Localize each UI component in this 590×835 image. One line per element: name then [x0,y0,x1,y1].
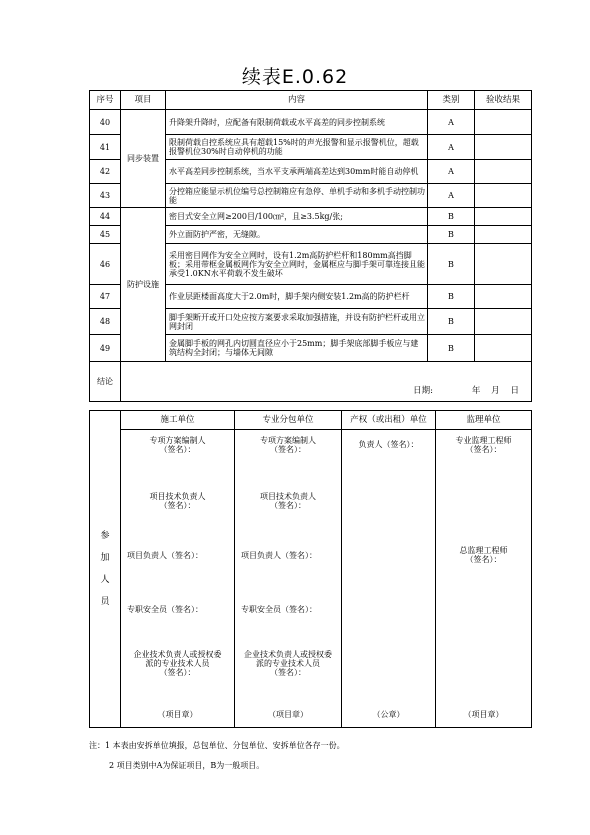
row-number: 44 [90,208,121,226]
note-1: 注：1 本表由安拆单位填报，总包单位、分包单位、安拆单位各存一份。 [89,741,345,750]
row-result[interactable] [475,335,532,362]
row-result[interactable] [475,184,532,208]
header-seq: 序号 [90,91,121,110]
header-result: 验收结果 [475,91,532,110]
date-label: 日期: [413,386,433,396]
row-category: B [428,335,475,362]
row-result[interactable] [475,285,532,309]
row-content: 采用密目网作为安全立网时，设有1.2m高防护栏杆和180mm高挡脚板；采用带框金属板网作为安全立网时，金属框应与脚手架可靠连接且能承受1.0KN水平荷载不发生破坏 [166,244,428,285]
participants-table [89,410,532,728]
row-category: B [428,208,475,226]
row-number: 43 [90,184,121,208]
row-number: 41 [90,135,121,160]
header-category: 类别 [428,91,475,110]
row-number: 40 [90,110,121,135]
row-content: 脚手架断开或开口处应按方案要求采取加强措施，并设有防护栏杆或用立网封闭 [166,309,428,335]
col-owner: 产权（或出租）单位 [342,411,436,430]
row-number: 46 [90,244,121,285]
row-content: 分控箱应能显示机位编号总控制箱应有急停、单机手动和多机手动控制功能 [166,184,428,208]
inspection-table [89,90,532,402]
row-content: 限制荷载自控系统应具有超载15%时的声光报警和显示报警机位，超载报警机位30%时自动停机的功能 [166,135,428,160]
row-category: A [428,135,475,160]
col-subcontract: 专业分包单位 [235,411,342,430]
row-content: 金属脚手板的网孔内切圆直径应小于25mm；脚手架底部脚手板应与建筑结构全封闭；与墙体无间隙 [166,335,428,362]
group-sync: 同步装置 [121,110,166,208]
owner-signatures[interactable]: 负责人（签名）： （公章） [342,430,436,728]
footnotes [89,736,345,776]
group-protect: 防护设施 [121,208,166,362]
row-result[interactable] [475,226,532,244]
row-content: 作业层距楼面高度大于2.0m时，脚手架内侧安装1.2m高的防护栏杆 [166,285,428,309]
row-result[interactable] [475,160,532,184]
header-content: 内容 [166,91,428,110]
row-category: A [428,110,475,135]
row-number: 49 [90,335,121,362]
construction-signatures[interactable]: 专项方案编制人 （签名）： 项目技术负责人 （签名）： 项目负责人（签名）： 专职安全员（签名）： 企业技术负责人或授权委 派的专业技术人员 （签名）： （项目章） [121,430,235,728]
note-2: 2 项目类别中A为保证项目，B为一般项目。 [109,761,265,770]
col-supervision: 监理单位 [436,411,532,430]
row-result[interactable] [475,208,532,226]
subcontract-signatures[interactable]: 专项方案编制人 （签名）： 项目技术负责人 （签名）： 项目负责人（签名）： 专职安全员（签名）： 企业技术负责人或授权委 派的专业技术人员 （签名）： （项目章） [235,430,342,728]
row-category: B [428,226,475,244]
row-number: 47 [90,285,121,309]
row-category: B [428,309,475,335]
row-result[interactable] [475,110,532,135]
row-category: A [428,160,475,184]
row-content: 升降架升降时，应配备有限制荷载或水平高差的同步控制系统 [166,110,428,135]
row-result[interactable] [475,244,532,285]
row-category: B [428,285,475,309]
row-content: 密目式安全立网≥200目/100㎝²，且≥3.5kg/张; [166,208,428,226]
conclusion-label: 结论 [90,362,121,402]
supervision-signatures[interactable]: 专业监理工程师 （签名）： 总监理工程师 （签名）： （项目章） [436,430,532,728]
col-construction: 施工单位 [121,411,235,430]
row-category: B [428,244,475,285]
date-ymd: 年 月 日 [471,386,519,396]
participants-side-label: 参 加 人 员 [90,411,121,728]
header-item: 项目 [121,91,166,110]
page-title: 续表E.0.62 [241,66,349,88]
row-category: A [428,184,475,208]
row-content: 外立面防护严密，无缝隙。 [166,226,428,244]
row-result[interactable] [475,135,532,160]
row-content: 水平高差同步控制系统，当水平支承两端高差达到30mm时能自动停机 [166,160,428,184]
row-number: 42 [90,160,121,184]
row-number: 45 [90,226,121,244]
row-result[interactable] [475,309,532,335]
row-number: 48 [90,309,121,335]
conclusion-field[interactable] [121,362,532,402]
